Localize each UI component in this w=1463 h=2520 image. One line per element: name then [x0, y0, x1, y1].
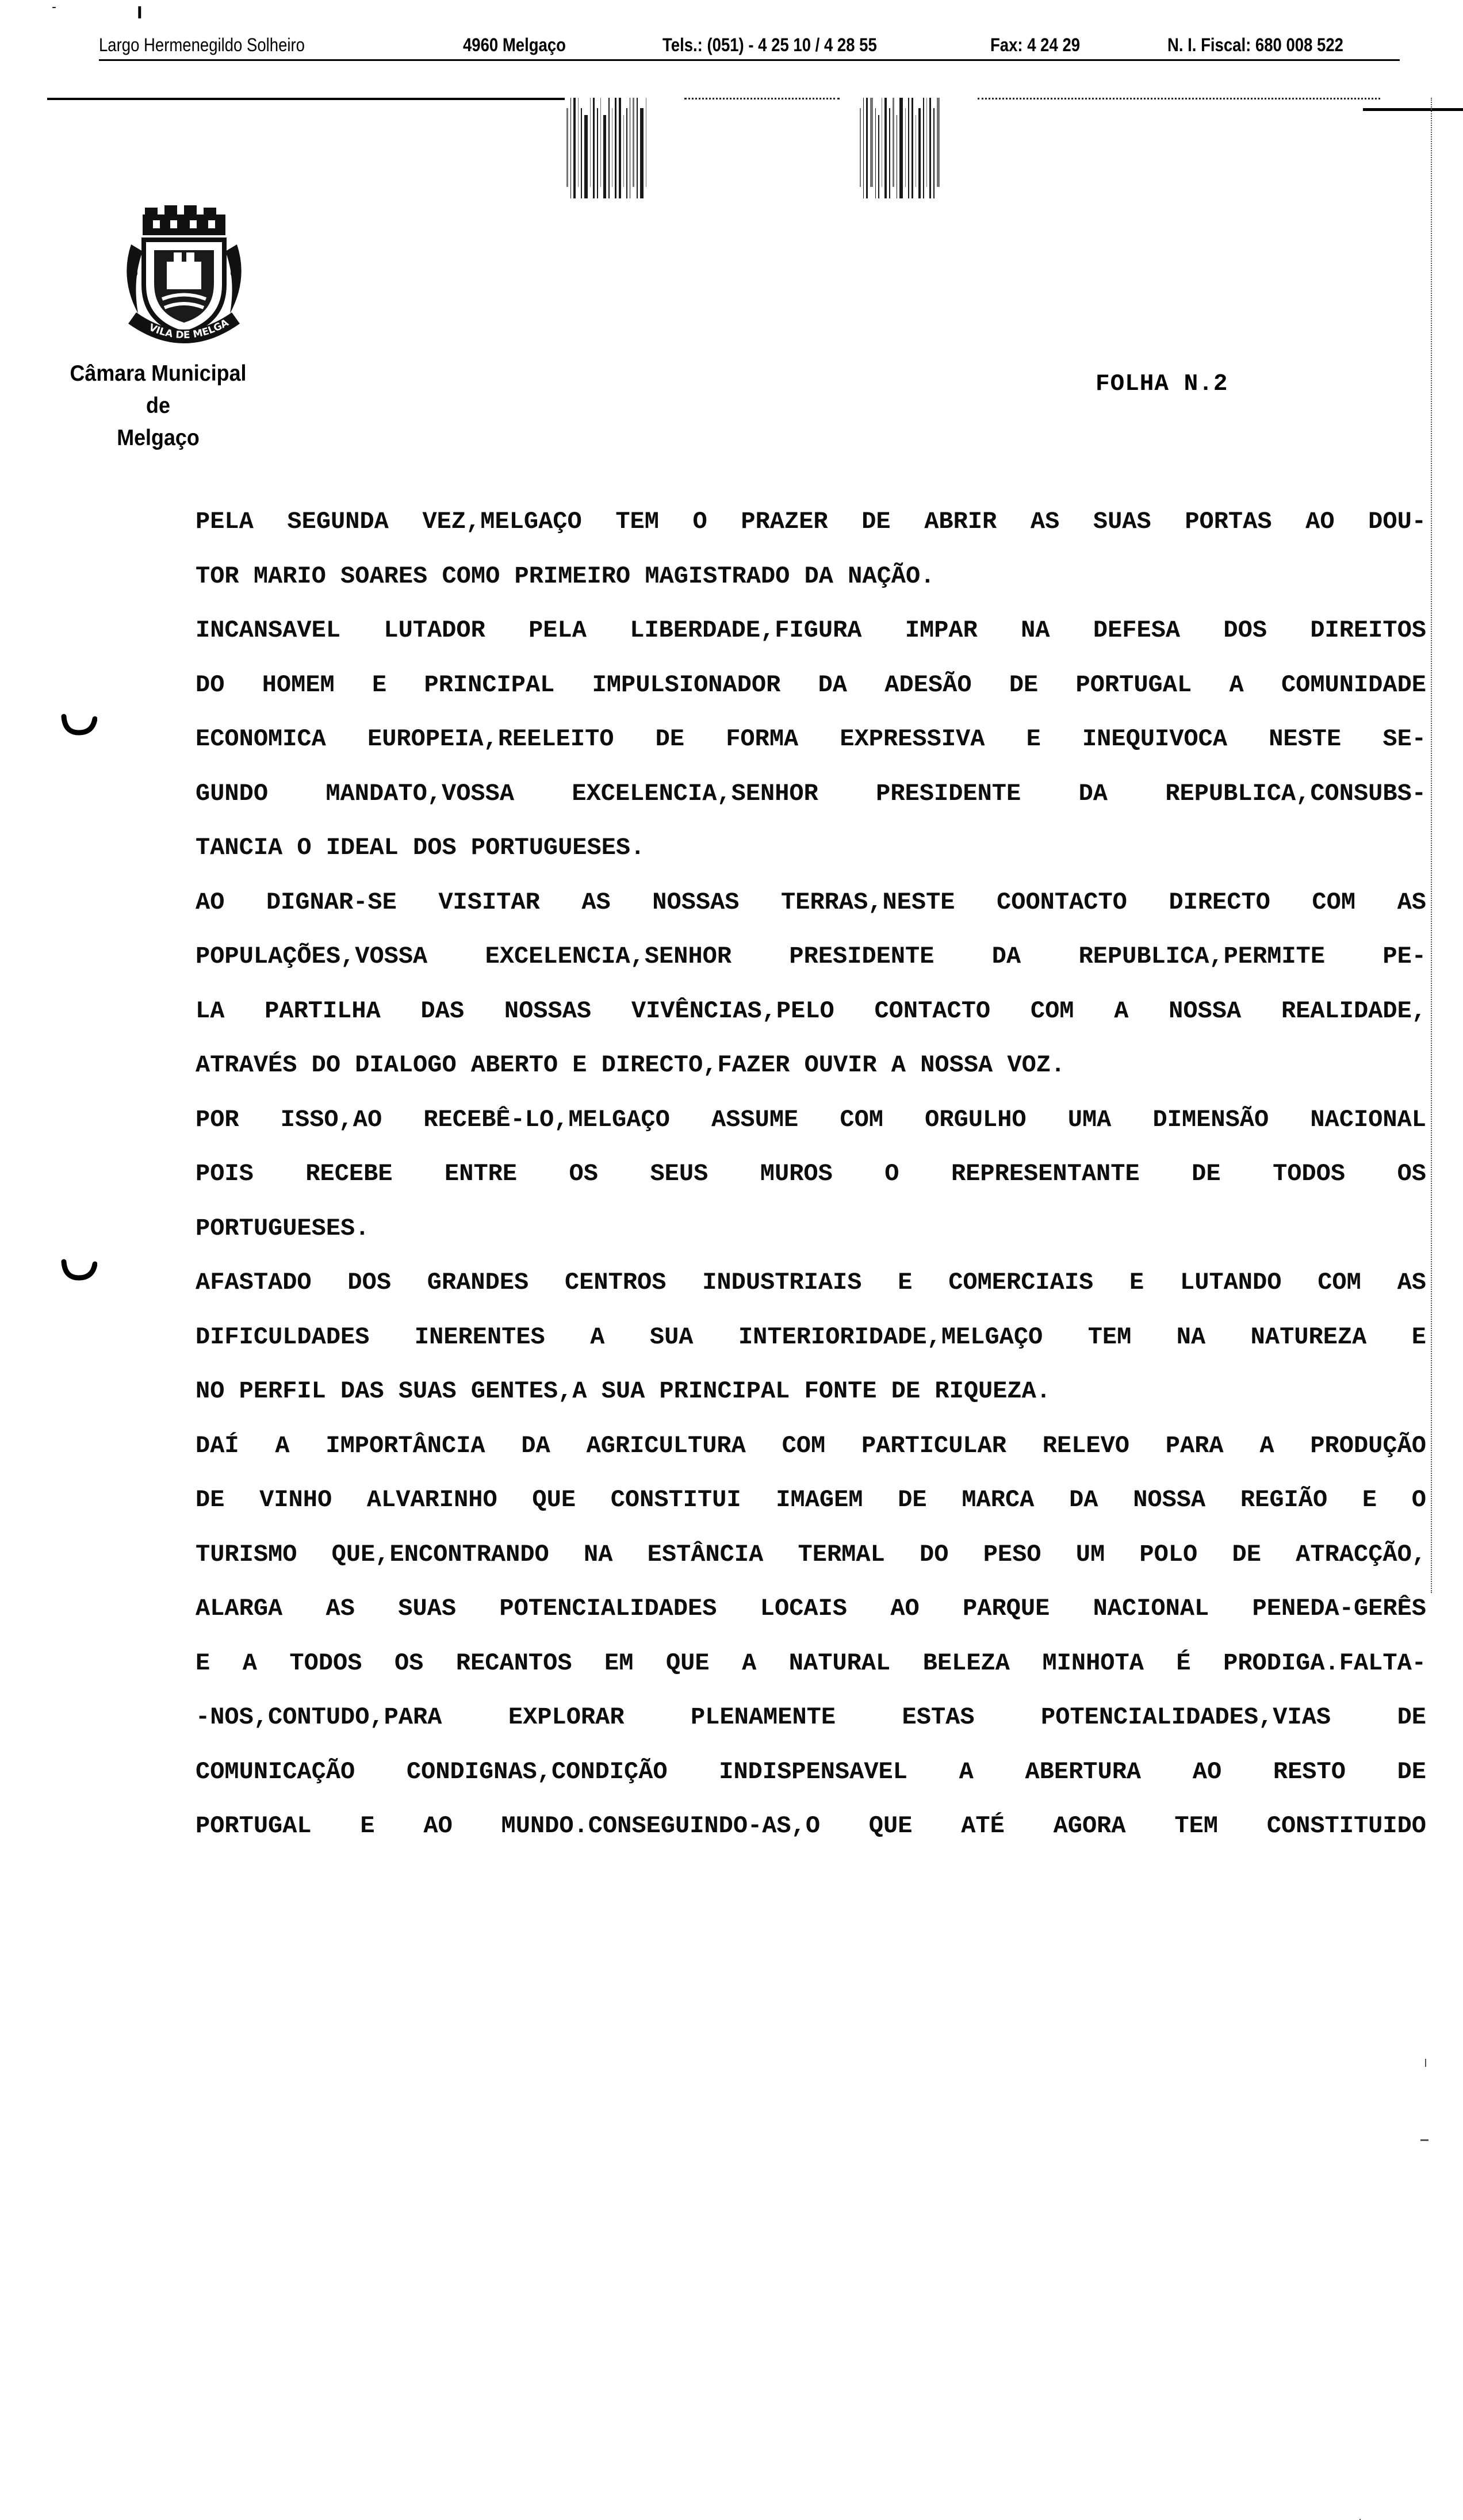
barcode-bar: [590, 98, 591, 187]
barcode-bar: [875, 108, 876, 198]
barcode-bar: [566, 108, 568, 187]
letterhead-fiscal-number: N. I. Fiscal: 680 008 522: [1167, 35, 1343, 55]
municipality-name: [63, 358, 253, 454]
barcode-bar: [640, 108, 644, 198]
municipal-coat-of-arms: [109, 204, 259, 351]
barcode-bar: [600, 98, 601, 187]
body-line: AFASTADO DOS GRANDES CENTROS INDUSTRIAIS E COMERCIAIS E LUTANDO COM AS: [196, 1269, 1426, 1296]
body-line: COMUNICAÇÃO CONDIGNAS,CONDIÇÃO INDISPENSAVEL A ABERTURA AO RESTO DE: [196, 1757, 1426, 1786]
registration-barcode: [860, 98, 969, 198]
barcode-bar: [911, 98, 913, 198]
body-line: POPULAÇÕES,VOSSA EXCELENCIA,SENHOR PRESIDENTE DA REPUBLICA,PERMITE PE-: [196, 943, 1426, 970]
barcode-bar: [870, 98, 873, 187]
body-line: PELA SEGUNDA VEZ,MELGAÇO TEM O PRAZER DE ABRIR AS SUAS PORTAS AO DOU-: [196, 508, 1426, 535]
body-line: ALARGA AS SUAS POTENCIALIDADES LOCAIS AO PARQUE NACIONAL PENEDA-GERÊS: [196, 1595, 1426, 1622]
letterhead-fax: Fax: 4 24 29: [990, 35, 1081, 55]
barcode-bar: [893, 98, 894, 187]
punch-hole-mark-icon: [60, 713, 97, 736]
body-line: DAÍ A IMPORTÂNCIA DA AGRICULTURA COM PARTICULAR RELEVO PARA A PRODUÇÃO: [196, 1431, 1426, 1460]
barcode-bar: [570, 98, 571, 198]
municipality-line-3: Melgaço: [117, 426, 200, 450]
body-line: TANCIA O IDEAL DOS PORTUGUESES.: [196, 834, 645, 861]
body-line: POR ISSO,AO RECEBÊ-LO,MELGAÇO ASSUME COM ORGULHO UMA DIMENSÃO NACIONAL: [196, 1105, 1426, 1133]
barcode-bar: [623, 115, 624, 187]
letterhead-rule: [99, 59, 1400, 61]
barcode-bar: [923, 98, 924, 198]
punch-hole-mark-icon: [60, 1258, 97, 1281]
barcode-bar: [597, 108, 598, 198]
barcode-bar: [573, 98, 576, 198]
barcode-bar: [905, 108, 906, 187]
corner-tick: ꞁ: [137, 0, 143, 19]
body-line: ECONOMICA EUROPEIA,REELEITO DE FORMA EXPRESSIVA E INEQUIVOCA NESTE SE-: [196, 725, 1426, 753]
crest-motto: VILA DE MELGA: [147, 317, 231, 342]
letterhead-address: Largo Hermenegildo Solheiro: [99, 35, 305, 55]
sheet-number: FOLHA N.2: [1096, 371, 1228, 397]
barcode-bar: [926, 98, 927, 187]
body-line: DIFICULDADES INERENTES A SUA INTERIORIDADE,MELGAÇO TEM NA NATUREZA E: [196, 1323, 1426, 1351]
barcode-bar: [889, 108, 890, 198]
body-line: GUNDO MANDATO,VOSSA EXCELENCIA,SENHOR PRESIDENTE DA REPUBLICA,CONSUBS-: [196, 779, 1426, 807]
barcode-bar: [933, 108, 935, 198]
body-line: AO DIGNAR-SE VISITAR AS NOSSAS TERRAS,NESTE COONTACTO DIRECTO COM AS: [196, 888, 1426, 916]
body-line: PORTUGUESES.: [196, 1214, 370, 1242]
barcode-bar: [918, 108, 921, 198]
barcode-bar: [626, 108, 627, 198]
barcode-bar: [619, 98, 621, 198]
barcode-bar: [633, 98, 634, 187]
barcode-bar: [578, 98, 579, 187]
letterhead-city: 4960 Melgaço: [463, 35, 566, 55]
scan-speck: [1420, 2139, 1428, 2141]
barcode-bar: [884, 98, 887, 198]
barcode-bar: [584, 115, 588, 198]
body-line: POIS RECEBE ENTRE OS SEUS MUROS O REPRESENTANTE DE TODOS OS: [196, 1160, 1426, 1188]
body-line: ATRAVÉS DO DIALOGO ABERTO E DIRECTO,FAZER OUVIR A NOSSA VOZ.: [196, 1051, 1066, 1079]
separator-rule-right: [1363, 108, 1463, 111]
body-line: TOR MARIO SOARES COMO PRIMEIRO MAGISTRADO DA NAÇÃO.: [196, 562, 935, 590]
coat-of-arms-icon: [109, 204, 259, 351]
barcode-bar: [593, 98, 595, 198]
margin-rule: [1431, 98, 1432, 1593]
separator-rule-dotted: [684, 98, 840, 99]
municipality-line-2: de: [146, 393, 170, 418]
barcode-bar: [860, 108, 861, 187]
barcode-bar: [929, 98, 931, 198]
barcode-bar: [637, 98, 638, 198]
body-line: INCANSAVEL LUTADOR PELA LIBERDADE,FIGURA IMPAR NA DEFESA DOS DIREITOS: [196, 616, 1426, 644]
barcode-bar: [937, 98, 940, 187]
separator-rule-dotted: [978, 98, 1380, 99]
body-line: DO HOMEM E PRINCIPAL IMPULSIONADOR DA ADESÃO DE PORTUGAL A COMUNIDADE: [196, 671, 1426, 699]
letter-body: [196, 495, 1426, 1853]
corner-mark: -: [52, 0, 56, 14]
barcode-bar: [863, 98, 864, 198]
body-line: NO PERFIL DAS SUAS GENTES,A SUA PRINCIPAL FONTE DE RIQUEZA.: [196, 1377, 1051, 1405]
registration-barcode: [566, 98, 670, 198]
separator-rule: [47, 98, 565, 100]
body-line: -NOS,CONTUDO,PARA EXPLORAR PLENAMENTE ESTAS POTENCIALIDADES,VIAS DE: [196, 1703, 1426, 1731]
barcode-bar: [899, 98, 903, 198]
barcode-bar: [908, 98, 909, 198]
barcode-bar: [615, 98, 616, 198]
body-line: E A TODOS OS RECANTOS EM QUE A NATURAL BELEZA MINHOTA É PRODIGA.FALTA-: [196, 1649, 1426, 1677]
body-line: DE VINHO ALVARINHO QUE CONSTITUI IMAGEM DE MARCA DA NOSSA REGIÃO E O: [196, 1486, 1426, 1514]
barcode-bar: [608, 98, 610, 198]
barcode-bar: [581, 108, 582, 198]
body-line: LA PARTILHA DAS NOSSAS VIVÊNCIAS,PELO CONTACTO COM A NOSSA REALIDADE,: [196, 997, 1426, 1025]
barcode-bar: [603, 115, 606, 198]
barcode-bar: [866, 98, 868, 198]
letterhead-telephone: Tels.: (051) - 4 25 10 / 4 28 55: [662, 35, 877, 55]
municipality-line-1: Câmara Municipal: [70, 361, 247, 386]
scan-speck: [1425, 2059, 1426, 2067]
barcode-bar: [878, 115, 879, 198]
body-line: PORTUGAL E AO MUNDO.CONSEGUINDO-AS,O QUE ATÉ AGORA TEM CONSTITUIDO: [196, 1812, 1426, 1840]
body-line: TURISMO QUE,ENCONTRANDO NA ESTÂNCIA TERMAL DO PESO UM POLO DE ATRACÇÃO,: [196, 1540, 1426, 1568]
